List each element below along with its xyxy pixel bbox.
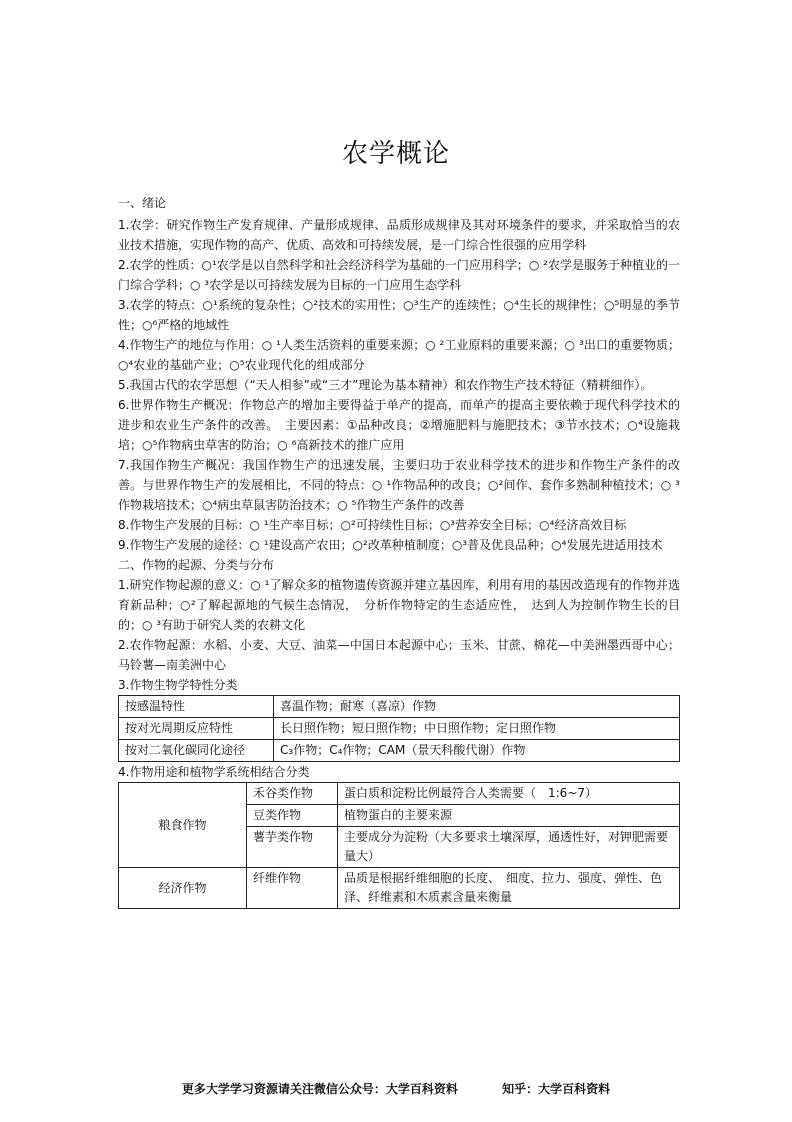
table-cell: 长日照作物；短日照作物；中日照作物；定日照作物 xyxy=(274,718,680,740)
paragraph: 3.农学的特点：○¹系统的复杂性；○²技术的实用性；○³生产的连续性；○⁴生长的规律性；○⁵明显的季节性；○⁶严格的地域性 xyxy=(118,298,680,332)
table-cell: 蛋白质和淀粉比例最符合人类需要（ 1:6~7） xyxy=(338,783,680,805)
document-body xyxy=(118,193,680,909)
table-row xyxy=(119,718,680,740)
table-cell: 品质是根据纤维细胞的长度、 细度、拉力、强度、弹性、色泽、纤维素和木质素含量来衡量 xyxy=(338,868,680,909)
table-cell: 薯芋类作物 xyxy=(247,827,338,868)
section-heading: 一、绪论 xyxy=(118,196,167,210)
table-row xyxy=(119,783,680,805)
paragraph: 7.我国作物生产概况：我国作物生产的迅速发展，主要归功于农业科学技术的进步和作物生产条件的改善。与世界作物生产的发展相比，不同的特点：○ ¹作物品种的改良；○²间作、套作多熟制种植技术；○ ³作物栽培技术；○⁴病虫草鼠害防治技术；○ ⁵作物生产条件的改善 xyxy=(118,458,680,512)
table-cell: 植物蛋白的主要来源 xyxy=(338,805,680,827)
paragraph: 9.作物生产发展的途径：○ ¹建设高产农田；○²改革种植制度；○³普及优良品种；○⁴发展先进适用技术 xyxy=(118,538,663,552)
footer-zhihu-note: 知乎：大学百科资料 xyxy=(502,1082,611,1096)
page-footer xyxy=(0,1080,792,1097)
table-cell: 按感温特性 xyxy=(119,696,274,718)
table-cell: 按对二氧化碳同化途径 xyxy=(119,740,274,762)
table-cell: C₃作物；C₄作物；CAM（景天科酸代谢）作物 xyxy=(274,740,680,762)
biological-traits-table xyxy=(118,695,680,762)
table-cell: 主要成分为淀粉（大多要求土壤深厚，通透性好，对钾肥需要量大） xyxy=(338,827,680,868)
table-caption: 4.作物用途和植物学系统相结合分类 xyxy=(118,765,310,779)
table-row xyxy=(119,868,680,909)
table-row xyxy=(119,740,680,762)
table-cell: 纤维作物 xyxy=(247,868,338,909)
crop-use-classification-table xyxy=(118,782,680,909)
table-row xyxy=(119,696,680,718)
paragraph: 1.农学：研究作物生产发育规律、产量形成规律、品质形成规律及其对环境条件的要求，并采取恰当的农业技术措施，实现作物的高产、优质、高效和可持续发展，是一门综合性很强的应用学科 xyxy=(118,218,680,252)
paragraph: 2.农学的性质：○¹农学是以自然科学和社会经济科学为基础的一门应用科学；○ ²农学是服务于种植业的一门综合学科；○ ³农学是以可持续发展为目标的一门应用生态学科 xyxy=(118,258,680,292)
paragraph: 1.研究作物起源的意义：○ ¹了解众多的植物遗传资源并建立基因库，利用有用的基因改造现有的作物并选育新品种；○²了解起源地的气候生态情况， 分析作物特定的生态适应性， 达到人为控制作物生长的目的；○ ³有助于研究人类的农耕文化 xyxy=(118,578,680,632)
table-cell: 豆类作物 xyxy=(247,805,338,827)
group-cell: 经济作物 xyxy=(119,868,247,909)
paragraph: 5.我国古代的农学思想（“天人相参”或“三才”理论为基本精神）和农作物生产技术特征（精耕细作）。 xyxy=(118,378,653,392)
paragraph: 4.作物生产的地位与作用：○ ¹人类生活资料的重要来源；○ ²工业原料的重要来源；○ ³出口的重要物质；○⁴农业的基础产业；○⁵农业现代化的组成部分 xyxy=(118,338,680,372)
group-cell: 粮食作物 xyxy=(119,783,247,868)
paragraph: 6.世界作物生产概况：作物总产的增加主要得益于单产的提高，而单产的提高主要依赖于现代科学技术的进步和农业生产条件的改善。 主要因素：①品种改良；②增施肥料与施肥技术；③节水技术；○⁴设施栽培；○⁵作物病虫草害的防治；○ ⁶高新技术的推广应用 xyxy=(118,398,680,452)
table-cell: 按对光周期反应特性 xyxy=(119,718,274,740)
table-cell: 禾谷类作物 xyxy=(247,783,338,805)
table-cell: 喜温作物；耐寒（喜凉）作物 xyxy=(274,696,680,718)
table-caption: 3.作物生物学特性分类 xyxy=(118,678,238,692)
footer-wechat-note: 更多大学学习资源请关注微信公众号：大学百科资料 xyxy=(181,1082,458,1096)
section-heading: 二、作物的起源、分类与分布 xyxy=(118,558,275,572)
paragraph: 8.作物生产发展的目标：○ ¹生产率目标；○²可持续性目标；○³营养安全目标；○⁴经济高效目标 xyxy=(118,518,627,532)
paragraph: 2.农作物起源：水稻、小麦、大豆、油菜—中国日本起源中心；玉米、甘蔗、棉花—中美洲墨西哥中心；马铃薯—南美洲中心 xyxy=(118,638,680,672)
document-title: 农学概论 xyxy=(341,139,450,169)
